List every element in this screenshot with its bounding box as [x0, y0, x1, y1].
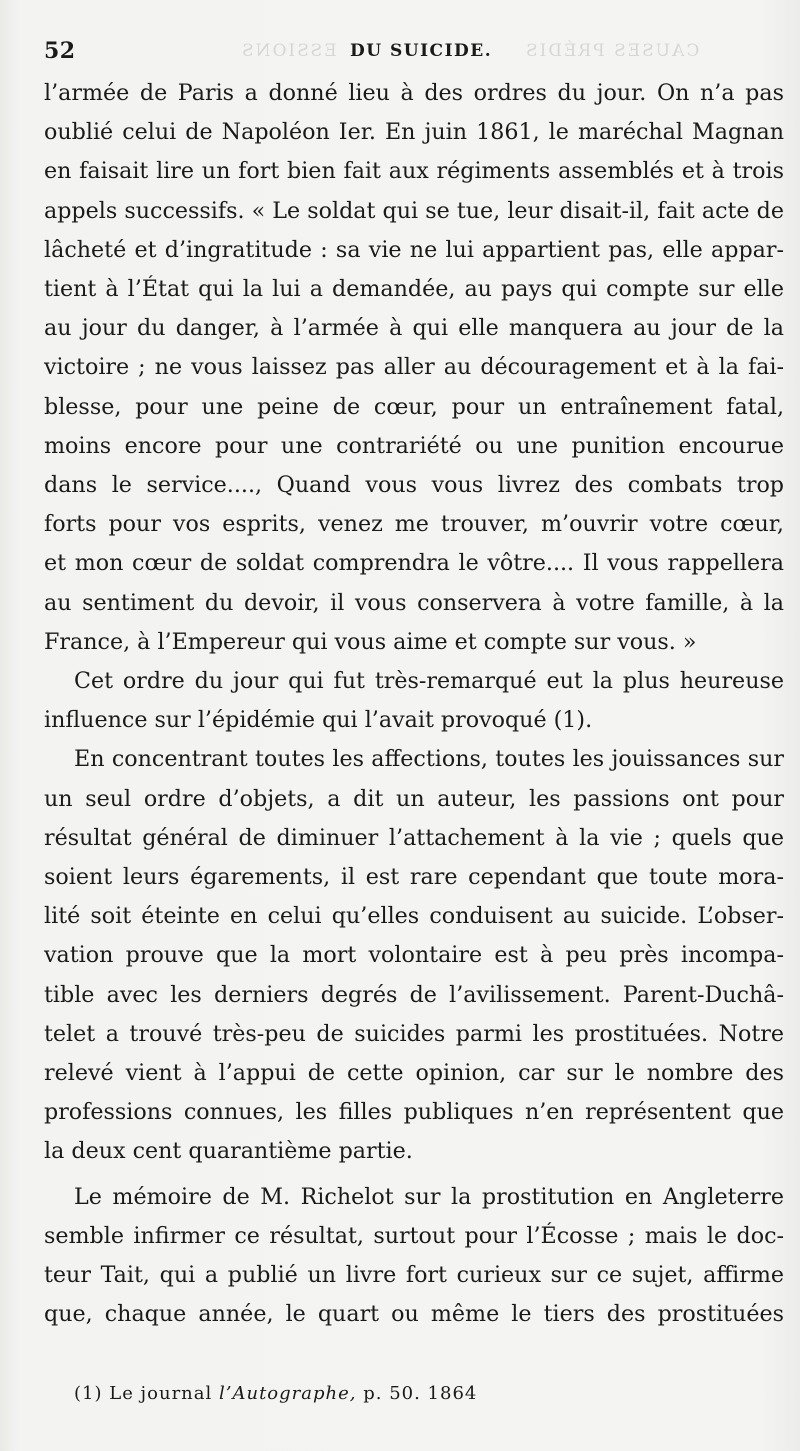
- page-number: 52: [44, 38, 76, 64]
- text-line: Cet ordre du jour qui fut très-remarqué eut la plus heureuse: [74, 668, 784, 695]
- show-through-text-left: ESSIONS: [240, 41, 337, 61]
- text-line: France, à l’Empereur qui vous aime et compte sur vous. »: [44, 628, 697, 655]
- running-head: [44, 38, 772, 68]
- text-line: en faisait lire un fort bien fait aux régiments assemblés et à trois: [44, 158, 784, 185]
- text-line: un seul ordre d’objets, a dit un auteur, les passions ont pour: [44, 785, 784, 812]
- text-line: moins encore pour une contrariété ou une punition encourue: [44, 432, 784, 459]
- text-line: appels successifs. « Le soldat qui se tue, leur disait-il, fait acte de: [44, 197, 784, 224]
- text-line: soient leurs égarements, il est rare cependant que toute mora-: [44, 864, 784, 891]
- text-line: dans le service...., Quand vous vous livrez des combats trop: [44, 472, 784, 499]
- text-line: résultat général de diminuer l’attachement à la vie ; quels que: [44, 824, 784, 851]
- text-line: forts pour vos esprits, venez me trouver, m’ouvrir votre cœur,: [44, 511, 784, 538]
- text-line: relevé vient à l’appui de cette opinion, car sur le nombre des: [44, 1060, 784, 1087]
- footnote-marker: (1): [74, 1383, 103, 1404]
- text-line: tible avec les derniers degrés de l’avilissement. Parent-Duchâ-: [44, 981, 784, 1008]
- footnote: [74, 1383, 477, 1404]
- text-line: au jour du danger, à l’armée à qui elle manquera au jour de la: [44, 315, 784, 342]
- text-line: et mon cœur de soldat comprendra le vôtre.... Il vous rappellera: [44, 550, 784, 577]
- text-line: que, chaque année, le quart ou même le tiers des prostituées: [44, 1301, 784, 1328]
- text-line: tient à l’État qui la lui a demandée, au pays qui compte sur elle: [44, 276, 784, 303]
- text-line: Le mémoire de M. Richelot sur la prostitution en Angleterre: [74, 1183, 784, 1210]
- text-line: oublié celui de Napoléon Ier. En juin 1861, le maréchal Magnan: [44, 119, 784, 146]
- footnote-title: l’Autographe,: [219, 1383, 357, 1404]
- text-line: vation prouve que la mort volontaire est à peu près incompa-: [44, 942, 784, 969]
- text-line: au sentiment du devoir, il vous conservera à votre famille, à la: [44, 589, 784, 616]
- footnote-text-before: Le journal: [109, 1383, 213, 1404]
- text-line: la deux cent quarantième partie.: [44, 1138, 413, 1165]
- text-line: influence sur l’épidémie qui l’avait provoqué (1).: [44, 707, 593, 734]
- text-line: victoire ; ne vous laissez pas aller au découragement et à la fai-: [44, 354, 784, 381]
- text-line: lâcheté et d’ingratitude : sa vie ne lui appartient pas, elle appar-: [44, 236, 784, 263]
- text-line: teur Tait, qui a publié un livre fort curieux sur ce sujet, affirme: [44, 1262, 784, 1289]
- show-through-text-right: CAUSES PRÉDIS: [524, 41, 700, 61]
- text-line: blesse, pour une peine de cœur, pour un entraînement fatal,: [44, 393, 784, 420]
- text-line: semble infirmer ce résultat, surtout pour l’Écosse ; mais le doc-: [44, 1222, 784, 1249]
- body-text: [44, 74, 784, 1335]
- text-line: telet a trouvé très-peu de suicides parmi les prostituées. Notre: [44, 1020, 784, 1047]
- text-line: l’armée de Paris a donné lieu à des ordres du jour. On n’a pas: [44, 80, 784, 106]
- running-title: DU SUICIDE.: [350, 41, 493, 61]
- text-line: professions connues, les filles publiques n’en représentent que: [44, 1099, 784, 1126]
- text-line: En concentrant toutes les affections, toutes les jouissances sur: [74, 746, 784, 773]
- text-line: lité soit éteinte en celui qu’elles conduisent au suicide. L’obser-: [44, 903, 784, 930]
- footnote-text-after: p. 50. 1864: [363, 1383, 478, 1404]
